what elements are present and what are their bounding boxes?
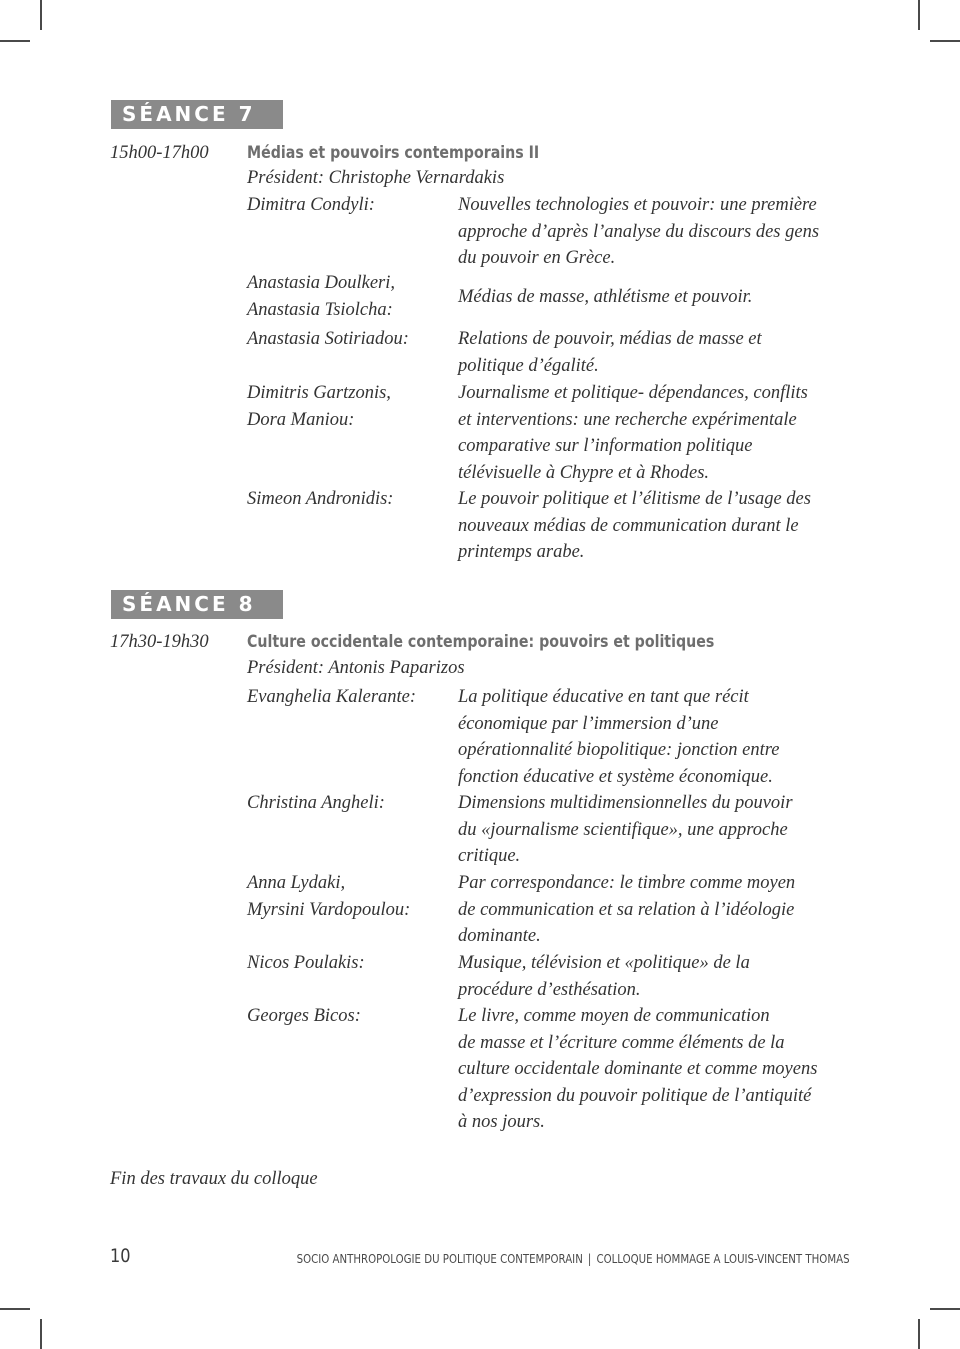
page-number: 10 (110, 1245, 131, 1267)
speaker-poulakis: Nicos Poulakis: (247, 953, 365, 973)
talk-lydaki-vardopoulou: Par correspondance: le timbre comme moyen de communication et sa relation à l’idéologie dominante. (458, 873, 796, 947)
crop-mark-top-right (918, 0, 920, 30)
crop-mark-bottom-left (40, 1319, 42, 1349)
talk-poulakis: Musique, télévision et «politique» de la procédure d’esthésation. (458, 953, 750, 1000)
seance-8-time: 17h30-19h30 (110, 632, 209, 652)
seance-7-title: Médias et pouvoirs contemporains II (247, 143, 540, 162)
speaker-doulkeri-tsiolcha: Anastasia Doulkeri, Anastasia Tsiolcha: (247, 273, 395, 320)
speaker-kalerante: Evanghelia Kalerante: (247, 687, 417, 707)
speaker-lydaki-vardopoulou: Anna Lydaki, Myrsini Vardopoulou: (247, 873, 411, 920)
talk-gartzonis-maniou: Journalisme et politique- dépendances, conflits et interventions: une recherche expérimentale comparative sur l’information politique télévisuelle à Chypre et à Rhodes. (458, 383, 808, 483)
running-title-separator: | (588, 1252, 592, 1266)
crop-mark-top-right-h (930, 40, 960, 42)
talk-bicos: Le livre, comme moyen de communication de masse et l’écriture comme éléments de la culture occidentale dominante et comme moyens d’expression du pouvoir politique de l’antiquité à nos jours. (458, 1006, 818, 1133)
running-title (297, 1252, 850, 1266)
talk-condyli: Nouvelles technologies et pouvoir: une première approche d’après l’analyse du discours des gens du pouvoir en Grèce. (458, 195, 820, 269)
seance-8-header: SÉANCE 8 (111, 590, 283, 619)
speaker-gartzonis-maniou: Dimitris Gartzonis, Dora Maniou: (247, 383, 391, 430)
talk-kalerante: La politique éducative en tant que récit économique par l’immersion d’une opérationnalité biopolitique: jonction entre fonction éducative et système économique. (458, 687, 780, 787)
running-title-left: SOCIO ANTHROPOLOGIE DU POLITIQUE CONTEMPORAIN (296, 1252, 584, 1266)
crop-mark-bottom-right (918, 1319, 920, 1349)
running-title-right: COLLOQUE HOMMAGE A LOUIS-VINCENT THOMAS (596, 1252, 850, 1266)
speaker-andronidis: Simeon Andronidis: (247, 489, 394, 509)
talk-angheli: Dimensions multidimensionnelles du pouvoir du «journalisme scientifique», une approche critique. (458, 793, 793, 867)
crop-mark-top-left-h (0, 40, 30, 42)
seance-7-time: 15h00-17h00 (110, 143, 209, 163)
talk-sotiriadou: Relations de pouvoir, médias de masse et politique d’égalité. (458, 329, 762, 376)
seance-8-title: Culture occidentale contemporaine: pouvoirs et politiques (247, 632, 715, 651)
talk-doulkeri-tsiolcha: Médias de masse, athlétisme et pouvoir. (458, 287, 753, 307)
speaker-bicos: Georges Bicos: (247, 1006, 361, 1026)
seance-7-president: Président: Christophe Vernardakis (247, 168, 505, 188)
talk-andronidis: Le pouvoir politique et l’élitisme de l’usage des nouveaux médias de communication durant le printemps arabe. (458, 489, 811, 563)
seance-7-header: SÉANCE 7 (111, 100, 283, 129)
crop-mark-bottom-left-h (0, 1308, 30, 1310)
speaker-condyli: Dimitra Condyli: (247, 195, 375, 215)
seance-8-president: Président: Antonis Paparizos (247, 658, 465, 678)
speaker-angheli: Christina Angheli: (247, 793, 385, 813)
closing-note: Fin des travaux du colloque (110, 1169, 318, 1189)
crop-mark-top-left (40, 0, 42, 30)
crop-mark-bottom-right-h (930, 1308, 960, 1310)
speaker-sotiriadou: Anastasia Sotiriadou: (247, 329, 409, 349)
